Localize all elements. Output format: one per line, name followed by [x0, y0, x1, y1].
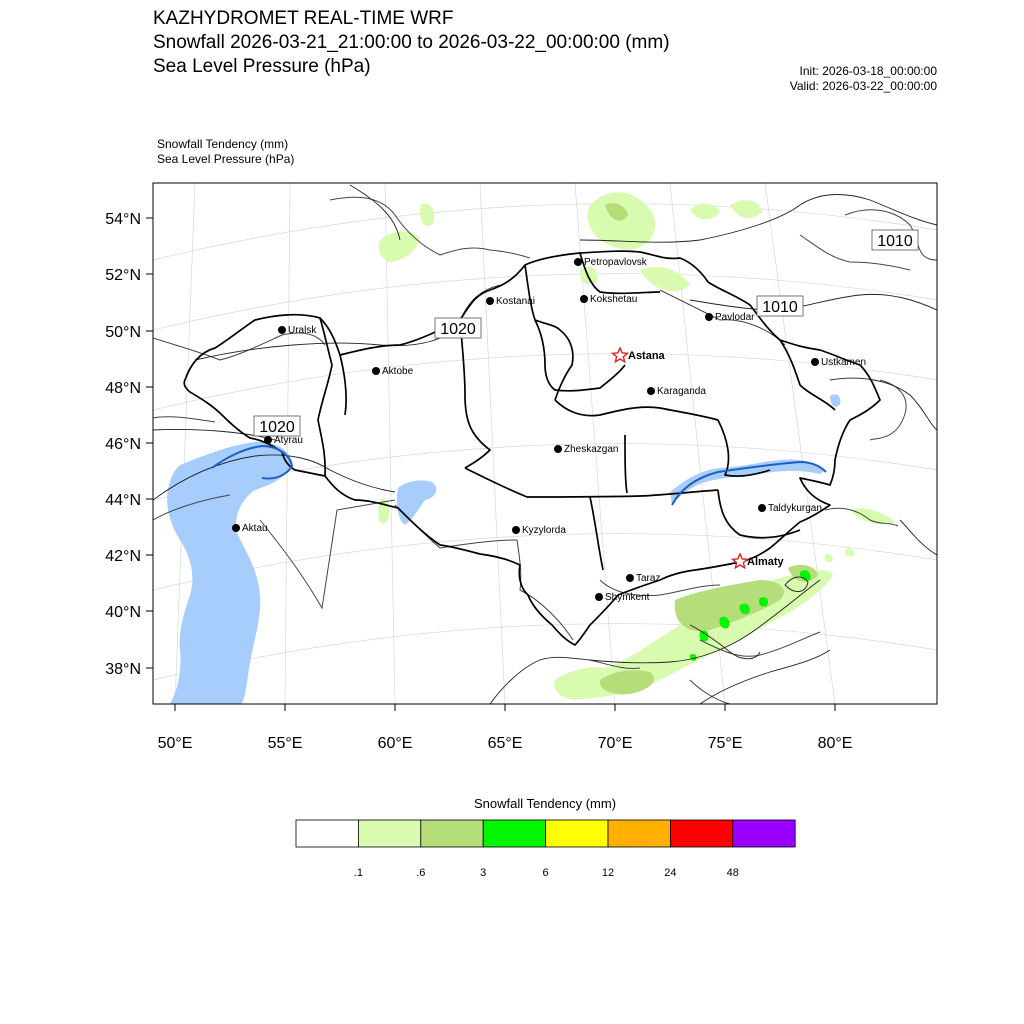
city-label: Aktau: [242, 523, 268, 534]
pressure-label: 1020: [259, 419, 295, 436]
colorbar: [296, 820, 795, 847]
pressure-label: 1020: [440, 321, 476, 338]
capital-label: Almaty: [747, 556, 784, 568]
caspian-sea: [167, 442, 292, 704]
colorbar-swatch: [483, 820, 545, 847]
lon-tick-label: 80°E: [817, 735, 853, 752]
valid-time: Valid: 2026-03-22_00:00:00: [789, 79, 937, 93]
colorbar-label: 24: [664, 867, 677, 879]
lat-tick-label: 46°N: [105, 436, 141, 453]
pressure-label: 1010: [877, 233, 913, 250]
colorbar-swatch: [733, 820, 795, 847]
init-time: Init: 2026-03-18_00:00:00: [799, 64, 937, 78]
city-label: Zheskazgan: [564, 444, 619, 455]
city-label: Karaganda: [657, 386, 706, 397]
city-label: Kyzylorda: [522, 525, 566, 536]
lat-tick-label: 38°N: [105, 661, 141, 678]
map-title: KAZHYDROMET REAL-TIME WRF: [153, 8, 454, 29]
colorbar-label: 48: [726, 867, 739, 879]
aral-sea: [397, 480, 436, 525]
colorbar-label: .1: [353, 867, 363, 879]
lat-tick-label: 44°N: [105, 492, 141, 509]
field-label-snowfall: Snowfall Tendency (mm): [157, 137, 289, 151]
lon-tick-label: 60°E: [377, 735, 413, 752]
colorbar-swatch: [670, 820, 732, 847]
lat-tick-label: 48°N: [105, 380, 141, 397]
lat-tick-label: 54°N: [105, 211, 141, 228]
map-layers: [153, 183, 937, 704]
city-label: Kokshetau: [590, 294, 638, 305]
colorbar-swatch: [296, 820, 358, 847]
lon-tick-label: 55°E: [267, 735, 303, 752]
city-label: Pavlodar: [715, 312, 755, 323]
city-label: Taldykurgan: [768, 503, 822, 514]
lon-tick-label: 75°E: [707, 735, 743, 752]
capital-label: Astana: [628, 350, 665, 362]
city-label: Aktobe: [382, 366, 414, 377]
map-subtitle: Snowfall 2026-03-21_21:00:00 to 2026-03-22_00:00:00 (mm): [153, 32, 670, 53]
colorbar-label: 12: [601, 867, 615, 879]
colorbar-label: .6: [416, 867, 426, 879]
lon-axis: [158, 735, 853, 752]
city-label: Uralsk: [288, 325, 317, 336]
zaysan-lake: [830, 394, 840, 406]
lon-tick-label: 50°E: [157, 735, 193, 752]
colorbar-label: 3: [480, 867, 487, 879]
lat-tick-label: 42°N: [105, 548, 141, 565]
lat-tick-label: 40°N: [105, 604, 141, 621]
map-subtitle-pressure: Sea Level Pressure (hPa): [153, 56, 371, 77]
colorbar-swatch: [546, 820, 608, 847]
field-label-pressure: Sea Level Pressure (hPa): [157, 152, 295, 166]
lon-tick-label: 70°E: [597, 735, 633, 752]
city-label: Atyrau: [274, 435, 303, 446]
city-label: Kostanai: [496, 296, 535, 307]
colorbar-swatch: [608, 820, 670, 847]
colorbar-swatch: [421, 820, 483, 847]
city-label: Shymkent: [605, 592, 650, 603]
city-label: Petropavlovsk: [584, 257, 647, 268]
lon-tick-label: 65°E: [487, 735, 523, 752]
colorbar-swatch: [358, 820, 420, 847]
lat-tick-label: 50°N: [105, 324, 141, 341]
city-label: Ustkamen: [821, 357, 867, 368]
city-label: Taraz: [636, 573, 661, 584]
colorbar-label: 6: [542, 867, 549, 879]
pressure-label: 1010: [762, 299, 798, 316]
lat-tick-label: 52°N: [105, 267, 141, 284]
lat-axis: [105, 211, 141, 678]
colorbar-title: Snowfall Tendency (mm): [473, 796, 617, 811]
